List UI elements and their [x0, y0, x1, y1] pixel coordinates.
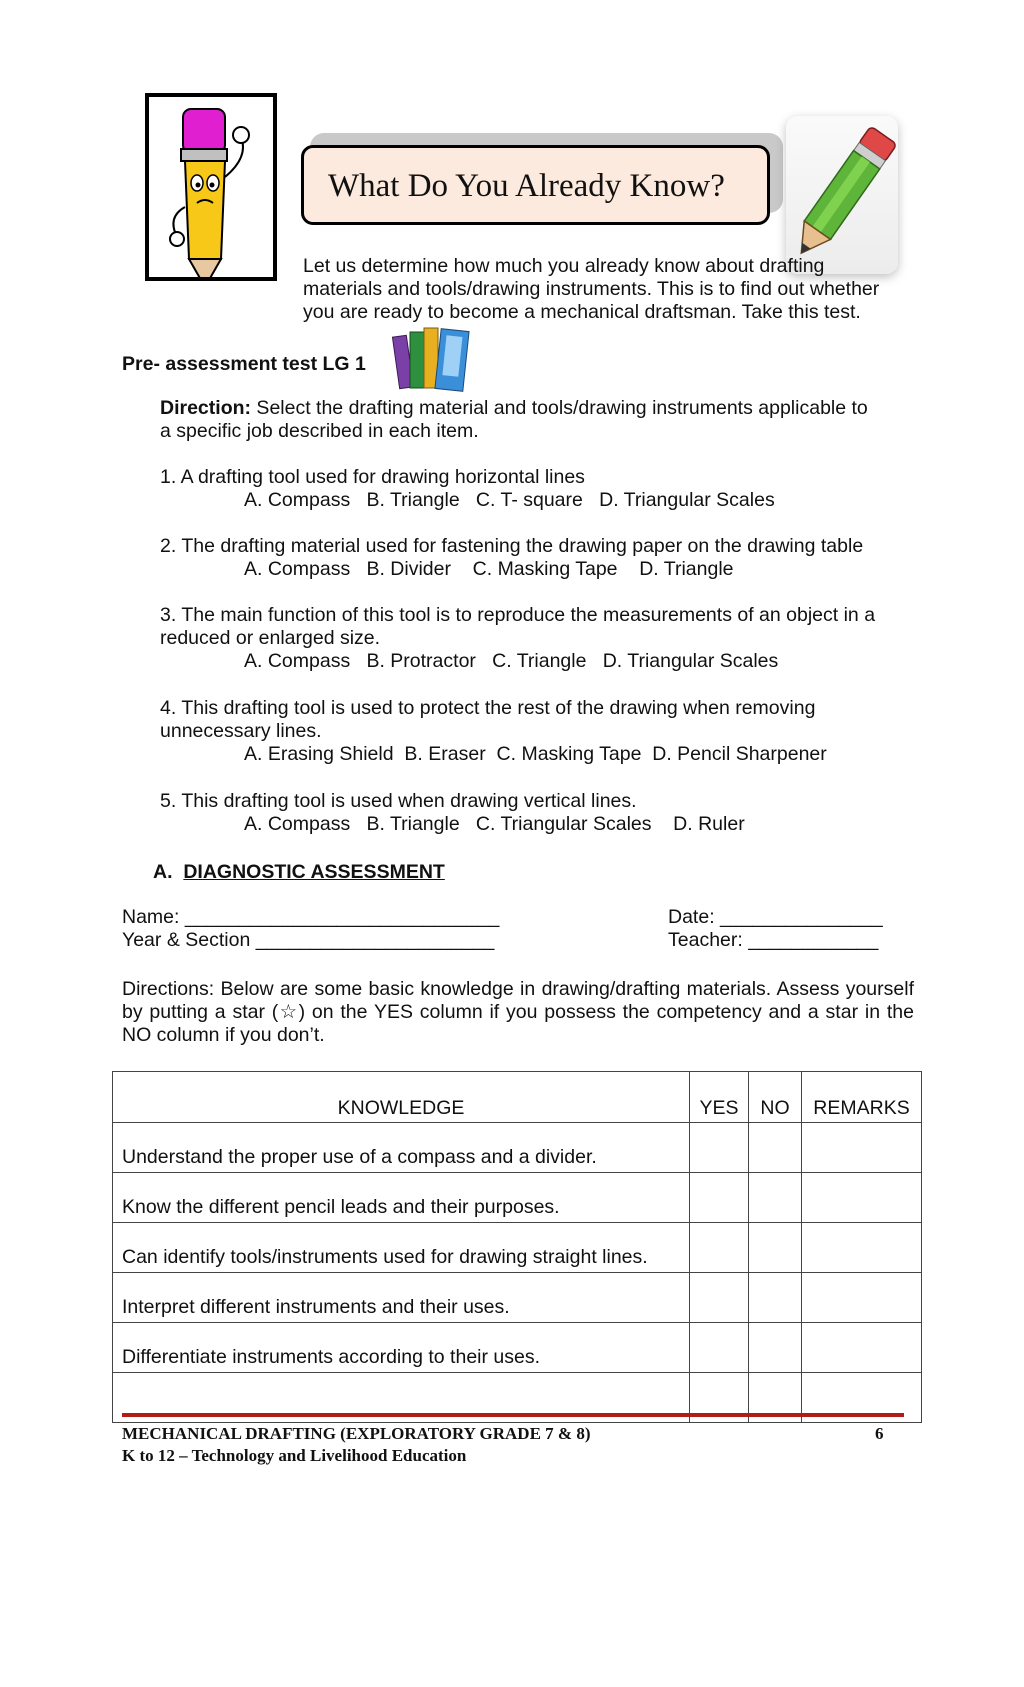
remarks-cell[interactable] [802, 1173, 922, 1223]
header-no: NO [749, 1072, 802, 1123]
remarks-cell[interactable] [802, 1223, 922, 1273]
section-title: DIAGNOSTIC ASSESSMENT [183, 861, 445, 883]
table-row [113, 1223, 922, 1273]
knowledge-cell: Understand the proper use of a compass and a divider. [113, 1123, 690, 1173]
no-cell[interactable] [749, 1123, 802, 1173]
table-row [113, 1323, 922, 1373]
question-2: 2. The drafting material used for fastening the drawing paper on the drawing table [160, 535, 864, 557]
yes-cell[interactable] [690, 1173, 749, 1223]
header-knowledge: KNOWLEDGE [113, 1072, 690, 1123]
directions-text-2: ) on the YES column if you possess the competency and a star in the NO column if you don’t. [122, 1001, 914, 1046]
directions-text: Directions: Below are some basic knowledge in drawing/drafting materials. Assess yourself by putting a star ( [122, 978, 914, 1023]
intro-line: materials and tools/drawing instruments. This is to find out whether [303, 278, 880, 300]
page-number: 6 [875, 1424, 884, 1443]
intro-line: Let us determine how much you already know about drafting [303, 255, 825, 277]
teacher-field: Teacher: ____________ [668, 929, 879, 951]
diagnostic-heading [153, 861, 445, 884]
title-banner [301, 145, 770, 225]
remarks-cell[interactable] [802, 1323, 922, 1373]
question-5: 5. This drafting tool is used when drawing vertical lines. [160, 790, 637, 812]
question-1: 1. A drafting tool used for drawing horizontal lines [160, 466, 585, 488]
page-title: What Do You Already Know? [328, 168, 725, 204]
question-3-options: A. Compass B. Protractor C. Triangle D. Triangular Scales [244, 650, 779, 672]
direction-paragraph [160, 397, 920, 443]
no-cell[interactable] [749, 1223, 802, 1273]
section-letter: A. [153, 861, 173, 883]
no-cell[interactable] [749, 1273, 802, 1323]
star-icon: ☆ [278, 1001, 299, 1023]
knowledge-cell: Interpret different instruments and their uses. [113, 1273, 690, 1323]
header-remarks: REMARKS [802, 1072, 922, 1123]
yes-cell[interactable] [690, 1273, 749, 1323]
intro-line: you are ready to become a mechanical draftsman. Take this test. [303, 301, 861, 323]
knowledge-cell: Know the different pencil leads and their purposes. [113, 1173, 690, 1223]
table-row [113, 1173, 922, 1223]
header-yes: YES [690, 1072, 749, 1123]
date-field: Date: _______________ [668, 906, 883, 928]
yes-cell[interactable] [690, 1223, 749, 1273]
year-section-field: Year & Section ______________________ [122, 929, 495, 951]
table-header-row [113, 1072, 922, 1123]
books-image [390, 322, 476, 398]
footer-course: MECHANICAL DRAFTING (EXPLORATORY GRADE 7 & 8) [122, 1424, 591, 1443]
question-3: 3. The main function of this tool is to reproduce the measurements of an object in a [160, 604, 876, 626]
yes-cell[interactable] [690, 1323, 749, 1373]
knowledge-cell: Can identify tools/instruments used for drawing straight lines. [113, 1223, 690, 1273]
remarks-cell[interactable] [802, 1273, 922, 1323]
question-3-continued: reduced or enlarged size. [160, 627, 381, 649]
books-icon [390, 322, 476, 398]
cartoon-pencil-icon [149, 97, 273, 277]
question-2-options: A. Compass B. Divider C. Masking Tape D. Triangle [244, 558, 734, 580]
table-row [113, 1273, 922, 1323]
question-4-continued: unnecessary lines. [160, 720, 322, 742]
direction-label: Direction: [160, 397, 252, 419]
no-cell[interactable] [749, 1173, 802, 1223]
green-pencil-icon [786, 116, 898, 274]
direction-text: Select the drafting material and tools/drawing instruments applicable to [251, 397, 868, 419]
footer-program: K to 12 – Technology and Livelihood Education [122, 1446, 467, 1465]
knowledge-table [112, 1071, 922, 1423]
pre-assessment-heading: Pre- assessment test LG 1 [122, 353, 366, 375]
question-5-options: A. Compass B. Triangle C. Triangular Scales D. Ruler [244, 813, 745, 835]
intro-paragraph [303, 255, 923, 324]
green-pencil-image [786, 116, 898, 274]
no-cell[interactable] [749, 1323, 802, 1373]
yes-cell[interactable] [690, 1123, 749, 1173]
remarks-cell[interactable] [802, 1123, 922, 1173]
knowledge-cell: Differentiate instruments according to their uses. [113, 1323, 690, 1373]
table-row [113, 1123, 922, 1173]
diagnostic-directions [122, 978, 914, 1047]
question-4: 4. This drafting tool is used to protect the rest of the drawing when removing [160, 697, 816, 719]
question-1-options: A. Compass B. Triangle C. T- square D. Triangular Scales [244, 489, 775, 511]
question-4-options: A. Erasing Shield B. Eraser C. Masking Tape D. Pencil Sharpener [244, 743, 827, 765]
name-field: Name: _____________________________ [122, 906, 500, 928]
footer-rule [122, 1413, 904, 1417]
direction-text-2: a specific job described in each item. [160, 420, 479, 442]
cartoon-pencil-frame [145, 93, 277, 281]
